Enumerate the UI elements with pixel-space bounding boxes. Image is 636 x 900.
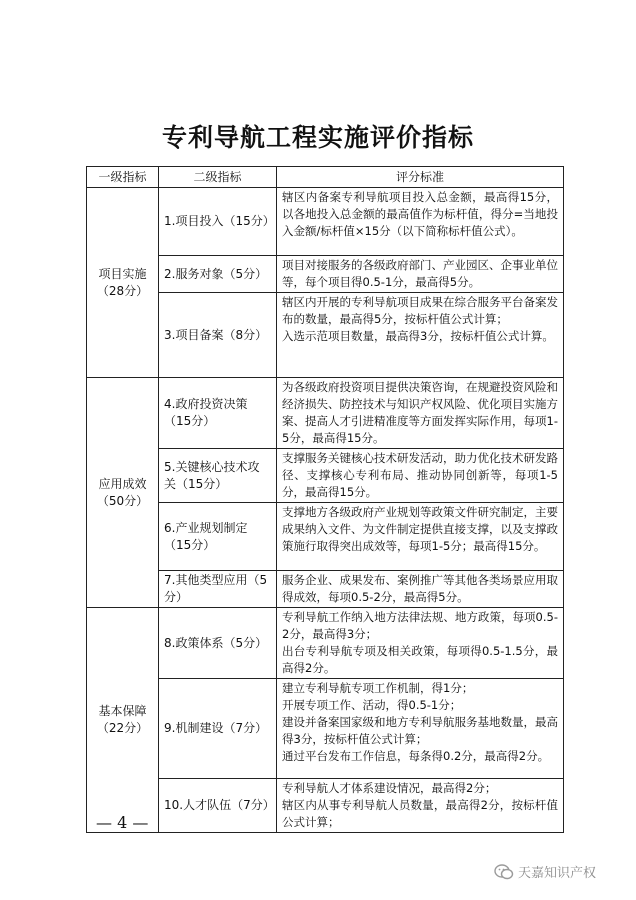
table-row <box>87 449 564 503</box>
indicator-name: 5.关键核心技术攻关（15分） <box>159 449 277 503</box>
page-title: 专利导航工程实施评价指标 <box>161 123 474 152</box>
criteria-line: 建设并备案国家级和地方专利导航服务基地数量，最高得3分，按标杆值公式计算； <box>282 715 558 746</box>
indicator-name: 2.服务对象（5分） <box>159 256 277 293</box>
table-row <box>87 571 564 608</box>
criteria-line: 支撑服务关键核心技术研发活动，助力优化技术研发路径、支撑核心专利布局、推动协同创新等，每项1-5分，最高得15分。 <box>282 451 558 499</box>
criteria-cell <box>277 188 564 256</box>
table-row <box>87 608 564 679</box>
criteria-line: 专利导航工作纳入地方法律法规、地方政策，每项0.5-2分，最高得3分； <box>282 610 558 641</box>
criteria-cell <box>277 679 564 779</box>
table-row <box>87 256 564 293</box>
header-level2: 二级指标 <box>159 167 277 188</box>
table-row <box>87 503 564 571</box>
table-header-row <box>87 167 564 188</box>
criteria-line: 辖区内开展的专利导航项目成果在综合服务平台备案发布的数量，最高得5分，按标杆值公式计算； <box>282 295 558 326</box>
criteria-line: 出台专利导航专项及相关政策，每项得0.5-1.5分，最高得2分。 <box>282 644 558 675</box>
table-row <box>87 188 564 256</box>
criteria-cell <box>277 608 564 679</box>
criteria-line: 辖区内备案专利导航项目投入总金额，最高得15分，以各地投入总金额的最高值作为标杆值，得分=当地投入金额/标杆值×15分（以下简称标杆值公式）。 <box>282 190 558 238</box>
criteria-line: 为各级政府投资项目提供决策咨询，在规避投资风险和经济损失、防控技术与知识产权风险、优化项目实施方案、提高人才引进精准度等方面发挥实际作用，每项1-5分，最高得15分。 <box>282 380 558 445</box>
indicator-name: 3.项目备案（8分） <box>159 293 277 378</box>
criteria-cell <box>277 256 564 293</box>
evaluation-table <box>86 166 564 833</box>
table-row <box>87 779 564 833</box>
header-criteria: 评分标准 <box>277 167 564 188</box>
indicator-name: 7.其他类型应用（5分） <box>159 571 277 608</box>
indicator-name: 10.人才队伍（7分） <box>159 779 277 833</box>
criteria-line: 支撑地方各级政府产业规划等政策文件研究制定，主要成果纳入文件、为文件制定提供直接支撑，以及支撑政策施行取得突出成效等，每项1-5分；最高得15分。 <box>282 505 558 553</box>
indicator-name: 4.政府投资决策（15分） <box>159 378 277 449</box>
group-label: 项目实施（28分） <box>87 188 159 378</box>
criteria-line: 通过平台发布工作信息，每条得0.2分，最高得2分。 <box>282 749 550 763</box>
table-row <box>87 378 564 449</box>
criteria-cell <box>277 571 564 608</box>
criteria-line: 专利导航人才体系建设情况，最高得2分； <box>282 781 497 795</box>
criteria-cell <box>277 378 564 449</box>
criteria-line: 项目对接服务的各级政府部门、产业园区、企事业单位等，每个项目得0.5-1分，最高得5分。 <box>282 258 558 289</box>
group-label: 基本保障（22分） <box>87 608 159 833</box>
watermark <box>494 862 596 881</box>
criteria-line: 开展专项工作、活动，得0.5-1分； <box>282 698 462 712</box>
criteria-line: 建立专利导航专项工作机制，得1分； <box>282 681 474 695</box>
indicator-name: 9.机制建设（7分） <box>159 679 277 779</box>
indicator-name: 1.项目投入（15分） <box>159 188 277 256</box>
criteria-line: 入选示范项目数量，最高得3分，按标杆值公式计算。 <box>282 329 554 343</box>
header-level1: 一级指标 <box>87 167 159 188</box>
indicator-name: 8.政策体系（5分） <box>159 608 277 679</box>
criteria-line: 服务企业、成果发布、案例推广等其他各类场景应用取得成效，每项0.5-2分，最高得5分。 <box>282 573 558 604</box>
watermark-text: 天嘉知识产权 <box>518 866 597 881</box>
criteria-line: 辖区内从事专利导航人员数量，最高得2分，按标杆值公式计算； <box>282 798 558 829</box>
criteria-cell <box>277 779 564 833</box>
indicator-name: 6.产业规划制定（15分） <box>159 503 277 571</box>
wechat-channel-icon <box>494 863 514 881</box>
group-label: 应用成效（50分） <box>87 378 159 608</box>
table-row <box>87 293 564 378</box>
criteria-cell <box>277 449 564 503</box>
table-row <box>87 679 564 779</box>
page-number: — 4 — <box>96 813 149 832</box>
criteria-cell <box>277 503 564 571</box>
criteria-cell <box>277 293 564 378</box>
